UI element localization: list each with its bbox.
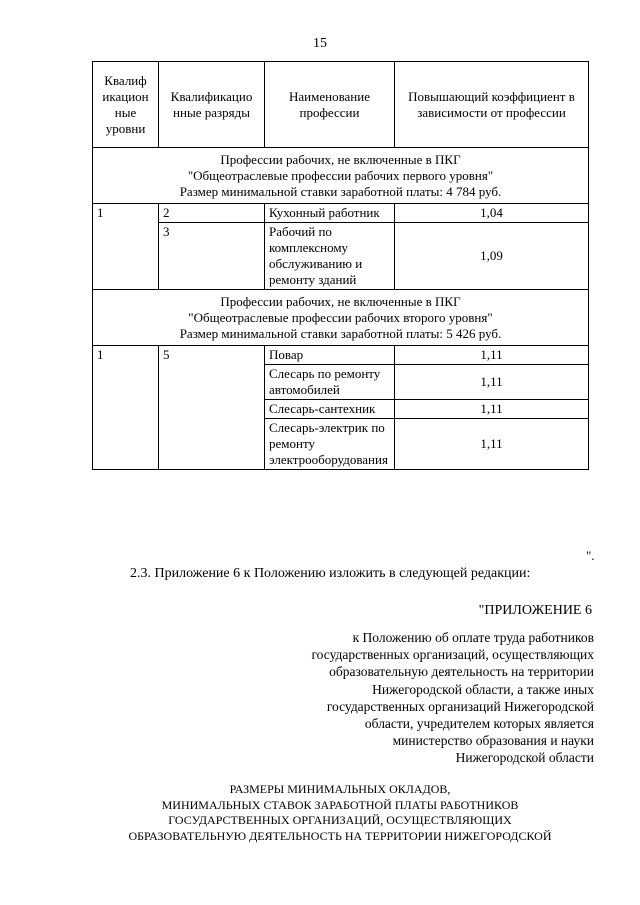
table-row	[93, 204, 589, 223]
group-title-line: Профессии рабочих, не включенные в ПКГ	[220, 294, 461, 309]
qualification-table	[92, 61, 589, 470]
header-levels: Квалиф икацион ные уровни	[93, 62, 159, 148]
coefficient-cell: 1,09	[395, 223, 589, 290]
grade-cell: 5	[159, 346, 265, 470]
table-row	[93, 223, 589, 290]
grade-cell: 3	[159, 223, 265, 290]
group-heading-row	[93, 148, 589, 204]
heading-line: МИНИМАЛЬНЫХ СТАВОК ЗАРАБОТНОЙ ПЛАТЫ РАБОТНИКОВ	[161, 797, 519, 812]
appendix-line: государственных организаций Нижегородской	[326, 698, 594, 714]
group-heading	[93, 290, 589, 346]
coefficient-cell: 1,04	[395, 204, 589, 223]
group-title-line: Размер минимальной ставки заработной платы: 5 426 руб.	[179, 326, 502, 341]
coefficient-cell: 1,11	[395, 365, 589, 400]
appendix-reference	[234, 629, 594, 767]
group-heading-row	[93, 290, 589, 346]
appendix-line: государственных организаций, осуществляющих	[311, 647, 594, 663]
group-title-line: "Общеотраслевые профессии рабочих первого уровня"	[187, 168, 494, 183]
appendix-line: Нижегородской области, а также иных	[372, 681, 594, 697]
table-header-row	[93, 62, 589, 148]
appendix-line: к Положению об оплате труда работников	[352, 630, 594, 645]
appendix-line: образовательную деятельность на территории	[329, 664, 594, 680]
profession-cell: Слесарь по ремонту автомобилей	[265, 365, 395, 400]
heading-line: ОБРАЗОВАТЕЛЬНУЮ ДЕЯТЕЛЬНОСТЬ НА ТЕРРИТОРИИ НИЖЕГОРОДСКОЙ	[128, 828, 552, 843]
appendix-line: Нижегородской области	[455, 750, 594, 766]
coefficient-cell: 1,11	[395, 400, 589, 419]
header-coefficient: Повышающий коэффициент в зависимости от профессии	[395, 62, 589, 148]
profession-cell: Рабочий по комплексному обслуживанию и ремонту зданий	[265, 223, 395, 290]
level-cell: 1	[93, 346, 159, 470]
page-number: 15	[313, 36, 327, 51]
appendix-line: министерство образования и науки	[392, 733, 594, 749]
closing-quote-mark: ".	[586, 548, 595, 563]
group-title-line: Профессии рабочих, не включенные в ПКГ	[220, 152, 461, 167]
profession-cell: Слесарь-электрик по ремонту электрооборудования	[265, 419, 395, 470]
header-grades: Квалификацио нные разряды	[159, 62, 265, 148]
coefficient-cell: 1,11	[395, 346, 589, 365]
group-title-line: Размер минимальной ставки заработной платы: 4 784 руб.	[179, 184, 502, 199]
header-profession: Наименование профессии	[265, 62, 395, 148]
profession-cell: Слесарь-сантехник	[265, 400, 395, 419]
profession-cell: Кухонный работник	[265, 204, 395, 223]
table-row	[93, 346, 589, 365]
appendix-line: области, учредителем которых является	[364, 716, 594, 732]
grade-cell: 2	[159, 204, 265, 223]
amendment-paragraph: 2.3. Приложение 6 к Положению изложить в следующей редакции:	[130, 566, 531, 581]
level-cell: 1	[93, 204, 159, 290]
appendix-title: "ПРИЛОЖЕНИЕ 6	[478, 603, 592, 618]
heading-line: РАЗМЕРЫ МИНИМАЛЬНЫХ ОКЛАДОВ,	[229, 782, 451, 796]
group-title-line: "Общеотраслевые профессии рабочих второго уровня"	[188, 310, 493, 325]
heading-line: ГОСУДАРСТВЕННЫХ ОРГАНИЗАЦИЙ, ОСУЩЕСТВЛЯЮЩИХ	[168, 813, 512, 827]
section-heading	[80, 782, 600, 844]
group-heading	[93, 148, 589, 204]
coefficient-cell: 1,11	[395, 419, 589, 470]
profession-cell: Повар	[265, 346, 395, 365]
